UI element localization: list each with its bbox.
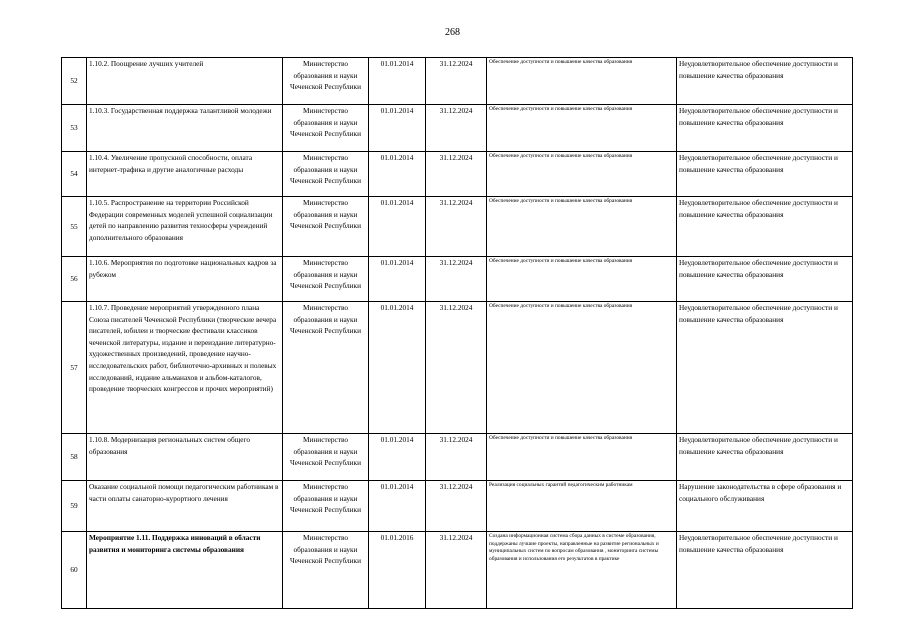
- responsible-org: Министерство образования и науки Чеченской Республики: [283, 302, 369, 434]
- expected-result: Обеспечение доступности и повышение качества образования: [487, 197, 677, 257]
- responsible-org: Министерство образования и науки Чеченской Республики: [283, 481, 369, 532]
- table-row: [62, 481, 853, 532]
- row-number: 53: [62, 105, 87, 152]
- row-number: 52: [62, 58, 87, 105]
- end-date: 31.12.2024: [426, 105, 487, 152]
- expected-result: Обеспечение доступности и повышение качества образования: [487, 58, 677, 105]
- non-implementation-consequence: Неудовлетворительное обеспечение доступности и повышение качества образования: [677, 434, 853, 481]
- start-date: 01.01.2014: [369, 434, 426, 481]
- responsible-org: Министерство образования и науки Чеченской Республики: [283, 532, 369, 609]
- responsible-org: Министерство образования и науки Чеченской Республики: [283, 58, 369, 105]
- non-implementation-consequence: Неудовлетворительное обеспечение доступности и повышение качества образования: [677, 532, 853, 609]
- table-row: [62, 152, 853, 197]
- non-implementation-consequence: Неудовлетворительное обеспечение доступности и повышение качества образования: [677, 152, 853, 197]
- end-date: 31.12.2024: [426, 434, 487, 481]
- end-date: 31.12.2024: [426, 152, 487, 197]
- page-number: 268: [445, 27, 460, 38]
- measure-name: 1.10.5. Распространение на территории Российской Федерации современных моделей успешной социализации детей по направлению развития техносферы учреждений дополнительного образования: [87, 197, 283, 257]
- measure-name: 1.10.8. Модернизация региональных систем общего образования: [87, 434, 283, 481]
- non-implementation-consequence: Неудовлетворительное обеспечение доступности и повышение качества образования: [677, 257, 853, 302]
- table-row: [62, 58, 853, 105]
- end-date: 31.12.2024: [426, 58, 487, 105]
- responsible-org: Министерство образования и науки Чеченской Республики: [283, 434, 369, 481]
- measure-name: Мероприятие 1.11. Поддержка инноваций в области развития и мониторинга системы образования: [87, 532, 283, 609]
- expected-result: Реализация социальных гарантий педагогическим работникам: [487, 481, 677, 532]
- non-implementation-consequence: Неудовлетворительное обеспечение доступности и повышение качества образования: [677, 105, 853, 152]
- expected-result: Создана информационная система сбора данных в системе образования, поддержаны лучшие проекты, направленные на развитие региональных и муниципальных систем по вопросам образования , мониторинга системы образования и использования его результатов в практике: [487, 532, 677, 609]
- measures-table: [61, 57, 853, 609]
- row-number: 56: [62, 257, 87, 302]
- table-row: [62, 105, 853, 152]
- start-date: 01.01.2014: [369, 302, 426, 434]
- start-date: 01.01.2014: [369, 152, 426, 197]
- start-date: 01.01.2014: [369, 58, 426, 105]
- start-date: 01.01.2016: [369, 532, 426, 609]
- non-implementation-consequence: Неудовлетворительное обеспечение доступности и повышение качества образования: [677, 302, 853, 434]
- row-number: 54: [62, 152, 87, 197]
- table-row: [62, 197, 853, 257]
- measure-name: 1.10.3. Государственная поддержка талантливой молодежи: [87, 105, 283, 152]
- non-implementation-consequence: Нарушение законодательства в сфере образования и социального обслуживания: [677, 481, 853, 532]
- end-date: 31.12.2024: [426, 197, 487, 257]
- start-date: 01.01.2014: [369, 197, 426, 257]
- row-number: 57: [62, 302, 87, 434]
- non-implementation-consequence: Неудовлетворительное обеспечение доступности и повышение качества образования: [677, 197, 853, 257]
- expected-result: Обеспечение доступности и повышение качества образования: [487, 105, 677, 152]
- row-number: 60: [62, 532, 87, 609]
- end-date: 31.12.2024: [426, 481, 487, 532]
- row-number: 59: [62, 481, 87, 532]
- start-date: 01.01.2014: [369, 481, 426, 532]
- measure-name: 1.10.7. Проведение мероприятий утвержденного плана Союза писателей Чеченской Республики (творческие вечера писателей, юбилеи и творческие фестивали классиков чеченской литературы, издание и переиздание литературно-художественных произведений, проведение научно-исследовательских работ, библиотечно-архивных и полевых исследований, издание альманахов и альбом-каталогов, проведение творческих конгрессов и прочих мероприятий): [87, 302, 283, 434]
- row-number: 55: [62, 197, 87, 257]
- responsible-org: Министерство образования и науки Чеченской Республики: [283, 197, 369, 257]
- responsible-org: Министерство образования и науки Чеченской Республики: [283, 152, 369, 197]
- end-date: 31.12.2024: [426, 532, 487, 609]
- expected-result: Обеспечение доступности и повышение качества образования: [487, 257, 677, 302]
- responsible-org: Министерство образования и науки Чеченской Республики: [283, 105, 369, 152]
- table-row: [62, 257, 853, 302]
- measure-name: Оказание социальной помощи педагогическим работникам в части оплаты санаторно-курортного лечения: [87, 481, 283, 532]
- start-date: 01.01.2014: [369, 257, 426, 302]
- row-number: 58: [62, 434, 87, 481]
- expected-result: Обеспечение доступности и повышение качества образования: [487, 302, 677, 434]
- end-date: 31.12.2024: [426, 257, 487, 302]
- end-date: 31.12.2024: [426, 302, 487, 434]
- measure-name: 1.10.6. Мероприятия по подготовке национальных кадров за рубежом: [87, 257, 283, 302]
- table-row: [62, 302, 853, 434]
- expected-result: Обеспечение доступности и повышение качества образования: [487, 152, 677, 197]
- measure-name: 1.10.4. Увеличение пропускной способности, оплата интернет-трафика и другие аналогичные расходы: [87, 152, 283, 197]
- start-date: 01.01.2014: [369, 105, 426, 152]
- table-row: [62, 434, 853, 481]
- table-row: [62, 532, 853, 609]
- responsible-org: Министерство образования и науки Чеченской Республики: [283, 257, 369, 302]
- measure-name: 1.10.2. Поощрение лучших учителей: [87, 58, 283, 105]
- expected-result: Обеспечение доступности и повышение качества образования: [487, 434, 677, 481]
- non-implementation-consequence: Неудовлетворительное обеспечение доступности и повышение качества образования: [677, 58, 853, 105]
